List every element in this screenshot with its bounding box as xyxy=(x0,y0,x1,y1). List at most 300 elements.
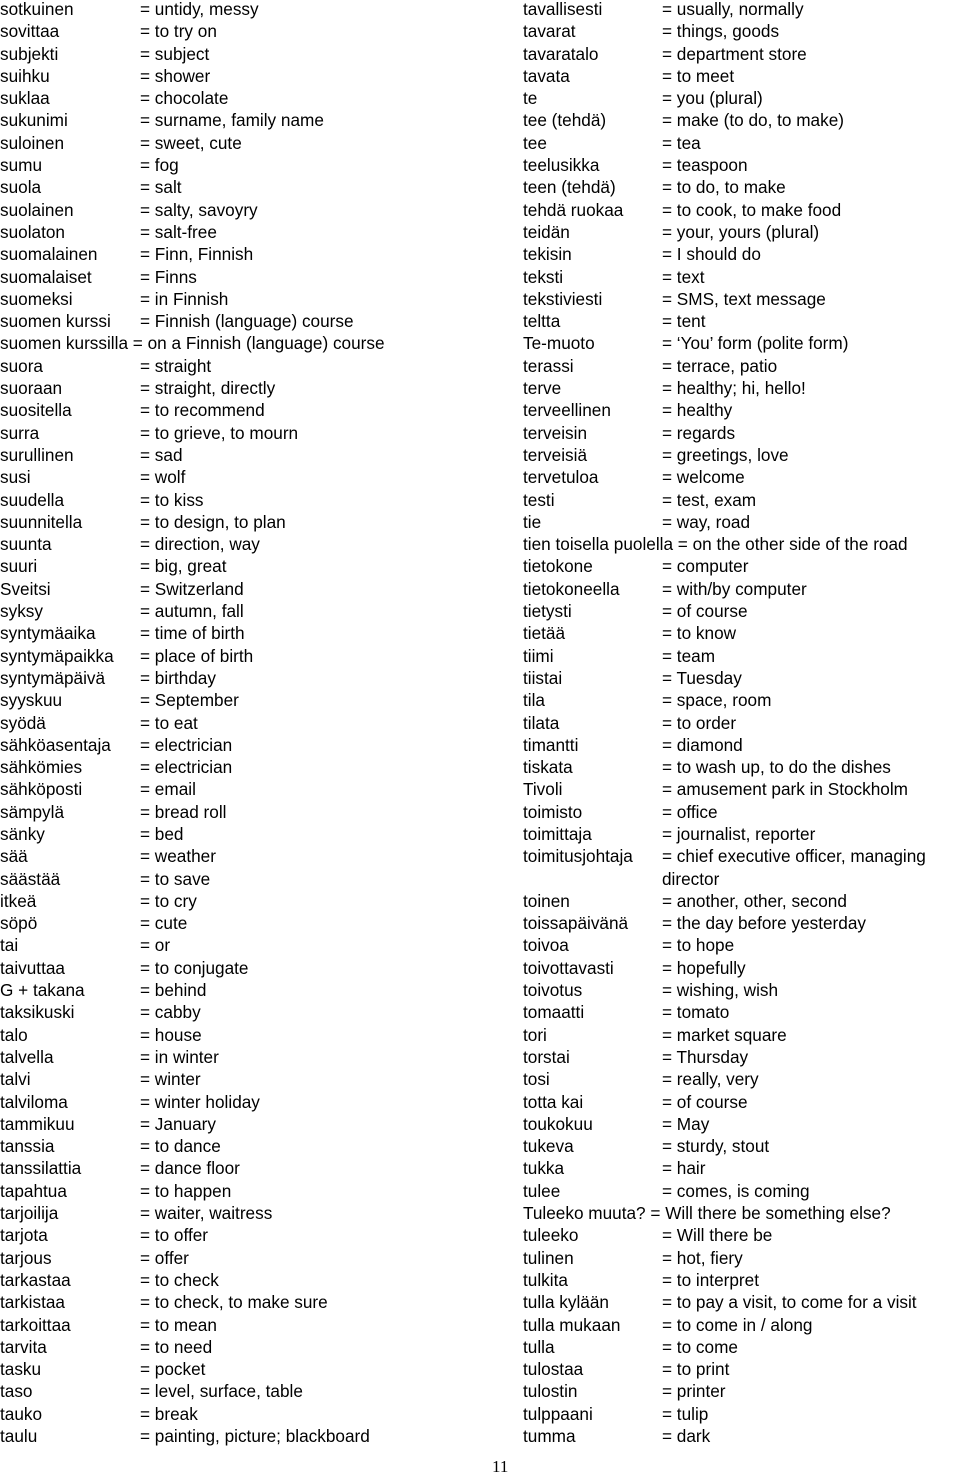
english-gloss: = to interpret xyxy=(662,1269,759,1290)
vocab-entry xyxy=(0,892,470,914)
english-gloss: = to print xyxy=(662,1359,730,1380)
vocab-entry xyxy=(0,780,470,802)
english-gloss: = to do, to make xyxy=(662,177,786,198)
english-gloss: = tomato xyxy=(662,1002,730,1023)
finnish-term: taivuttaa xyxy=(0,957,65,978)
vocab-entry-text: Tuleeko muuta? = Will there be something else? xyxy=(523,1203,891,1224)
finnish-term: tee (tehdä) xyxy=(523,110,607,131)
english-gloss: = to pay a visit, to come for a visit xyxy=(662,1292,917,1313)
english-gloss: = bread roll xyxy=(140,801,227,822)
vocab-entry xyxy=(0,268,470,290)
vocab-entry xyxy=(523,111,960,133)
vocab-entry xyxy=(0,312,470,334)
vocab-entry xyxy=(0,1204,470,1226)
vocab-entry xyxy=(523,0,960,22)
vocab-entry xyxy=(523,178,960,200)
english-gloss: = to grieve, to mourn xyxy=(140,422,299,443)
vocab-entry xyxy=(0,1360,470,1382)
english-gloss: = autumn, fall xyxy=(140,601,244,622)
vocab-entry xyxy=(0,825,470,847)
english-gloss: = to cook, to make food xyxy=(662,199,842,220)
finnish-term: terve xyxy=(523,378,562,399)
english-gloss: = electrician xyxy=(140,757,233,778)
vocab-entry xyxy=(523,1003,960,1025)
finnish-term: tulee xyxy=(523,1180,561,1201)
finnish-term: syyskuu xyxy=(0,690,63,711)
english-gloss: = market square xyxy=(662,1024,787,1045)
english-gloss: = to know xyxy=(662,623,737,644)
right-vocabulary-column xyxy=(523,0,960,1449)
english-gloss: = to order xyxy=(662,712,737,733)
vocab-entry xyxy=(0,223,470,245)
english-gloss: = house xyxy=(140,1024,202,1045)
finnish-term: tapahtua xyxy=(0,1180,67,1201)
english-gloss: = cabby xyxy=(140,1002,201,1023)
vocab-entry xyxy=(523,468,960,490)
finnish-term: tarvita xyxy=(0,1336,47,1357)
vocab-entry xyxy=(523,535,960,557)
vocab-entry xyxy=(0,847,470,869)
vocab-entry xyxy=(523,892,960,914)
vocab-entry xyxy=(0,803,470,825)
vocab-entry xyxy=(0,111,470,133)
vocab-entry xyxy=(0,1316,470,1338)
vocab-entry xyxy=(0,959,470,981)
finnish-term: suomalaiset xyxy=(0,266,92,287)
english-gloss: = subject xyxy=(140,43,210,64)
finnish-term: tarjous xyxy=(0,1247,52,1268)
english-gloss: = chocolate xyxy=(140,88,229,109)
vocab-entry xyxy=(523,312,960,334)
vocab-entry xyxy=(523,1338,960,1360)
english-gloss: = sweet, cute xyxy=(140,132,242,153)
vocab-entry xyxy=(523,1226,960,1248)
finnish-term: teksti xyxy=(523,266,564,287)
vocab-entry xyxy=(0,401,470,423)
english-gloss: = I should do xyxy=(662,244,761,265)
vocab-entry xyxy=(523,981,960,1003)
finnish-term: tekisin xyxy=(523,244,572,265)
english-gloss: = cute xyxy=(140,913,188,934)
finnish-term: tulla mukaan xyxy=(523,1314,621,1335)
finnish-term: terveisiä xyxy=(523,444,587,465)
english-gloss: = offer xyxy=(140,1247,189,1268)
english-gloss: = to try on xyxy=(140,21,217,42)
vocab-entry xyxy=(523,89,960,111)
vocab-entry xyxy=(0,624,470,646)
left-vocabulary-column xyxy=(0,0,470,1449)
finnish-term: syntymäaika xyxy=(0,623,96,644)
vocab-entry xyxy=(0,0,470,22)
finnish-term: suomen kurssi xyxy=(0,311,111,332)
english-gloss: = sad xyxy=(140,444,183,465)
english-gloss: = Finns xyxy=(140,266,197,287)
vocab-entry xyxy=(0,714,470,736)
vocab-entry xyxy=(523,223,960,245)
english-gloss: = Thursday xyxy=(662,1046,749,1067)
english-gloss: = to come in / along xyxy=(662,1314,813,1335)
vocab-entry xyxy=(0,1137,470,1159)
english-gloss: = way, road xyxy=(662,511,751,532)
vocab-entry xyxy=(0,535,470,557)
finnish-term: sähkömies xyxy=(0,757,83,778)
vocab-entry xyxy=(0,1026,470,1048)
vocab-entry xyxy=(523,936,960,958)
finnish-term: tomaatti xyxy=(523,1002,585,1023)
vocab-entry xyxy=(523,758,960,780)
vocab-entry xyxy=(0,1182,470,1204)
english-gloss: = your, yours (plural) xyxy=(662,221,820,242)
finnish-term: tuleeko xyxy=(523,1225,579,1246)
english-gloss: = pocket xyxy=(140,1359,206,1380)
vocab-entry xyxy=(0,602,470,624)
vocab-entry xyxy=(523,1204,960,1226)
finnish-term: tietysti xyxy=(523,601,572,622)
vocab-entry xyxy=(523,1271,960,1293)
finnish-term: tai xyxy=(0,935,19,956)
vocab-entry xyxy=(523,156,960,178)
vocab-entry xyxy=(523,914,960,936)
finnish-term: torstai xyxy=(523,1046,570,1067)
english-gloss: = straight xyxy=(140,355,212,376)
english-gloss: = Will there be xyxy=(662,1225,773,1246)
finnish-term: toimittaja xyxy=(523,823,592,844)
finnish-term: toukokuu xyxy=(523,1113,593,1134)
english-gloss: = email xyxy=(140,779,196,800)
vocab-entry xyxy=(523,736,960,758)
english-gloss: = in Finnish xyxy=(140,288,229,309)
vocab-entry xyxy=(0,468,470,490)
vocab-entry xyxy=(0,45,470,67)
finnish-term: sähköasentaja xyxy=(0,734,111,755)
english-gloss: = hot, fiery xyxy=(662,1247,743,1268)
vocab-entry xyxy=(523,1360,960,1382)
finnish-term: suihku xyxy=(0,65,50,86)
english-gloss: = to dance xyxy=(140,1136,221,1157)
finnish-term: tauko xyxy=(0,1403,43,1424)
vocab-entry xyxy=(0,1003,470,1025)
finnish-term: suora xyxy=(0,355,43,376)
english-gloss: = waiter, waitress xyxy=(140,1203,273,1224)
vocab-entry xyxy=(523,1159,960,1181)
vocab-entry xyxy=(523,357,960,379)
vocab-entry xyxy=(523,1048,960,1070)
finnish-term: sotkuinen xyxy=(0,0,74,19)
vocab-entry xyxy=(523,1115,960,1137)
english-gloss: = bed xyxy=(140,823,184,844)
finnish-term: terveisin xyxy=(523,422,587,443)
vocab-entry xyxy=(0,334,470,356)
finnish-term: toivotus xyxy=(523,980,583,1001)
vocab-entry xyxy=(523,245,960,267)
vocab-entry xyxy=(523,401,960,423)
finnish-term: tavallisesti xyxy=(523,0,603,19)
english-gloss: = Switzerland xyxy=(140,578,244,599)
finnish-term: subjekti xyxy=(0,43,59,64)
vocab-entry xyxy=(523,1427,960,1449)
vocab-entry xyxy=(0,245,470,267)
vocab-entry xyxy=(0,22,470,44)
finnish-term: sovittaa xyxy=(0,21,60,42)
english-gloss: = to design, to plan xyxy=(140,511,286,532)
finnish-term: tervetuloa xyxy=(523,467,599,488)
finnish-term: suloinen xyxy=(0,132,65,153)
finnish-term: säästää xyxy=(0,868,61,889)
finnish-term: tukeva xyxy=(523,1136,574,1157)
finnish-term: tarkoittaa xyxy=(0,1314,71,1335)
english-gloss: = really, very xyxy=(662,1069,759,1090)
english-gloss: = office xyxy=(662,801,718,822)
vocab-entry xyxy=(523,803,960,825)
vocab-entry xyxy=(523,201,960,223)
finnish-term: tulppaani xyxy=(523,1403,593,1424)
finnish-term: suolaton xyxy=(0,221,65,242)
english-gloss: = team xyxy=(662,645,716,666)
english-gloss: = text xyxy=(662,266,705,287)
vocab-entry xyxy=(523,446,960,468)
finnish-term: söpö xyxy=(0,913,38,934)
finnish-term: syksy xyxy=(0,601,43,622)
finnish-term: tori xyxy=(523,1024,547,1045)
finnish-term: sää xyxy=(0,846,28,867)
english-gloss: = salt xyxy=(140,177,182,198)
finnish-term: toimisto xyxy=(523,801,583,822)
english-gloss: = tea xyxy=(662,132,701,153)
finnish-term: tiistai xyxy=(523,667,563,688)
english-gloss: = January xyxy=(140,1113,216,1134)
english-gloss: = tent xyxy=(662,311,706,332)
finnish-term: teelusikka xyxy=(523,155,600,176)
vocab-entry xyxy=(523,1026,960,1048)
english-gloss: = healthy; hi, hello! xyxy=(662,378,806,399)
vocab-entry xyxy=(0,513,470,535)
vocab-entry xyxy=(523,67,960,89)
finnish-term: talvi xyxy=(0,1069,31,1090)
finnish-term: G + takana xyxy=(0,980,85,1001)
finnish-term: toivottavasti xyxy=(523,957,614,978)
english-gloss: = to recommend xyxy=(140,400,265,421)
finnish-term: toimitusjohtaja xyxy=(523,846,633,867)
finnish-term: toivoa xyxy=(523,935,569,956)
vocab-entry xyxy=(523,513,960,535)
english-gloss: = tulip xyxy=(662,1403,709,1424)
finnish-term: suudella xyxy=(0,489,65,510)
vocab-entry xyxy=(523,290,960,312)
finnish-term: itkeä xyxy=(0,890,37,911)
finnish-term: tulkita xyxy=(523,1269,568,1290)
finnish-term: susi xyxy=(0,467,31,488)
english-gloss: = wishing, wish xyxy=(662,980,779,1001)
finnish-term: terveellinen xyxy=(523,400,611,421)
finnish-term: surra xyxy=(0,422,40,443)
finnish-term: Sveitsi xyxy=(0,578,51,599)
english-gloss: = sturdy, stout xyxy=(662,1136,770,1157)
vocab-entry xyxy=(0,936,470,958)
vocab-entry xyxy=(523,602,960,624)
finnish-term: toissapäivänä xyxy=(523,913,629,934)
english-gloss: = or xyxy=(140,935,171,956)
english-gloss: = winter xyxy=(140,1069,201,1090)
finnish-term: syntymäpaikka xyxy=(0,645,114,666)
vocab-entry xyxy=(523,1182,960,1204)
english-gloss: director xyxy=(662,868,720,889)
vocab-entry xyxy=(523,1070,960,1092)
finnish-term: sähköposti xyxy=(0,779,83,800)
english-gloss: = time of birth xyxy=(140,623,245,644)
finnish-term: tie xyxy=(523,511,542,532)
vocab-entry xyxy=(523,268,960,290)
english-gloss: = fog xyxy=(140,155,179,176)
english-gloss: = make (to do, to make) xyxy=(662,110,844,131)
finnish-term: Te-muoto xyxy=(523,333,595,354)
vocab-entry xyxy=(523,1382,960,1404)
finnish-term: tietokone xyxy=(523,556,593,577)
english-gloss: = salt-free xyxy=(140,221,217,242)
english-gloss: = place of birth xyxy=(140,645,254,666)
finnish-term: tavarat xyxy=(523,21,576,42)
finnish-term: taksikuski xyxy=(0,1002,75,1023)
english-gloss: = to check xyxy=(140,1269,219,1290)
english-gloss: = computer xyxy=(662,556,749,577)
vocab-entry xyxy=(523,22,960,44)
english-gloss: = to wash up, to do the dishes xyxy=(662,757,891,778)
vocab-entry xyxy=(523,45,960,67)
english-gloss: = regards xyxy=(662,422,736,443)
english-gloss: = behind xyxy=(140,980,207,1001)
finnish-term: tanssilattia xyxy=(0,1158,82,1179)
english-gloss: = hopefully xyxy=(662,957,746,978)
page-number: 11 xyxy=(492,1457,509,1476)
finnish-term: sämpylä xyxy=(0,801,64,822)
vocab-entry xyxy=(0,1048,470,1070)
vocab-entry xyxy=(0,67,470,89)
vocab-entry xyxy=(0,1226,470,1248)
vocab-entry xyxy=(523,847,960,869)
finnish-term: sukunimi xyxy=(0,110,68,131)
vocab-entry xyxy=(523,714,960,736)
finnish-term: tammikuu xyxy=(0,1113,75,1134)
english-gloss: = wolf xyxy=(140,467,186,488)
english-gloss: = to check, to make sure xyxy=(140,1292,328,1313)
vocab-entry xyxy=(0,914,470,936)
english-gloss: = to save xyxy=(140,868,211,889)
vocab-entry xyxy=(0,1159,470,1181)
finnish-term: tarkastaa xyxy=(0,1269,71,1290)
english-gloss: = untidy, messy xyxy=(140,0,259,19)
english-gloss: = electrician xyxy=(140,734,233,755)
english-gloss: = SMS, text message xyxy=(662,288,826,309)
english-gloss: = salty, savoyry xyxy=(140,199,258,220)
finnish-term: tulinen xyxy=(523,1247,574,1268)
english-gloss: = to hope xyxy=(662,935,735,956)
english-gloss: = diamond xyxy=(662,734,743,755)
vocab-entry xyxy=(0,870,470,892)
english-gloss: = to eat xyxy=(140,712,198,733)
vocab-entry xyxy=(0,1070,470,1092)
vocab-entry xyxy=(0,379,470,401)
english-gloss: = hair xyxy=(662,1158,706,1179)
vocab-entry xyxy=(0,156,470,178)
english-gloss: = weather xyxy=(140,846,216,867)
finnish-term: tukka xyxy=(523,1158,565,1179)
vocab-entry xyxy=(0,691,470,713)
finnish-term: taulu xyxy=(0,1426,38,1446)
finnish-term: suoraan xyxy=(0,378,63,399)
english-gloss: = comes, is coming xyxy=(662,1180,810,1201)
english-gloss: = another, other, second xyxy=(662,890,847,911)
vocab-entry xyxy=(0,89,470,111)
vocab-entry xyxy=(0,134,470,156)
vocab-entry xyxy=(0,1093,470,1115)
vocab-entry xyxy=(523,1093,960,1115)
english-gloss: = to happen xyxy=(140,1180,232,1201)
vocab-entry xyxy=(0,981,470,1003)
english-gloss: = chief executive officer, managing xyxy=(662,846,926,867)
english-gloss: = direction, way xyxy=(140,534,260,555)
english-gloss: = Finnish (language) course xyxy=(140,311,354,332)
vocab-entry xyxy=(0,1427,470,1449)
english-gloss: = of course xyxy=(662,601,748,622)
vocab-entry xyxy=(523,1316,960,1338)
finnish-term: tulostaa xyxy=(523,1359,584,1380)
finnish-term: suolainen xyxy=(0,199,74,220)
vocab-entry xyxy=(0,758,470,780)
vocab-entry xyxy=(523,624,960,646)
finnish-term: tee xyxy=(523,132,547,153)
vocab-entry xyxy=(523,424,960,446)
vocab-entry xyxy=(0,736,470,758)
english-gloss: = with/by computer xyxy=(662,578,807,599)
finnish-term: suositella xyxy=(0,400,72,421)
english-gloss: = to meet xyxy=(662,65,735,86)
vocab-entry xyxy=(523,491,960,513)
finnish-term: tila xyxy=(523,690,545,711)
finnish-term: tehdä ruokaa xyxy=(523,199,624,220)
vocab-entry xyxy=(523,1249,960,1271)
vocab-entry xyxy=(0,1405,470,1427)
finnish-term: tosi xyxy=(523,1069,550,1090)
vocab-entry xyxy=(0,1271,470,1293)
finnish-term: tietokoneella xyxy=(523,578,620,599)
finnish-term: terassi xyxy=(523,355,574,376)
vocab-entry xyxy=(0,1382,470,1404)
finnish-term: tarjoilija xyxy=(0,1203,59,1224)
finnish-term: syödä xyxy=(0,712,46,733)
english-gloss: = to come xyxy=(662,1336,738,1357)
finnish-term: tietää xyxy=(523,623,566,644)
finnish-term: tavata xyxy=(523,65,570,86)
vocab-entry xyxy=(0,424,470,446)
finnish-term: taso xyxy=(0,1381,33,1402)
finnish-term: talvella xyxy=(0,1046,54,1067)
finnish-term: totta kai xyxy=(523,1091,584,1112)
finnish-term: suuri xyxy=(0,556,38,577)
finnish-term: tulla xyxy=(523,1336,555,1357)
vocab-entry xyxy=(0,178,470,200)
vocab-entry xyxy=(523,1137,960,1159)
vocab-entry xyxy=(0,557,470,579)
english-gloss: = space, room xyxy=(662,690,772,711)
vocab-entry xyxy=(0,1338,470,1360)
english-gloss: = Tuesday xyxy=(662,667,742,688)
finnish-term: tulostin xyxy=(523,1381,578,1402)
finnish-term: teen (tehdä) xyxy=(523,177,616,198)
finnish-term: sänky xyxy=(0,823,45,844)
english-gloss: = amusement park in Stockholm xyxy=(662,779,908,800)
english-gloss: = dance floor xyxy=(140,1158,240,1179)
finnish-term: timantti xyxy=(523,734,579,755)
vocab-entry xyxy=(0,491,470,513)
